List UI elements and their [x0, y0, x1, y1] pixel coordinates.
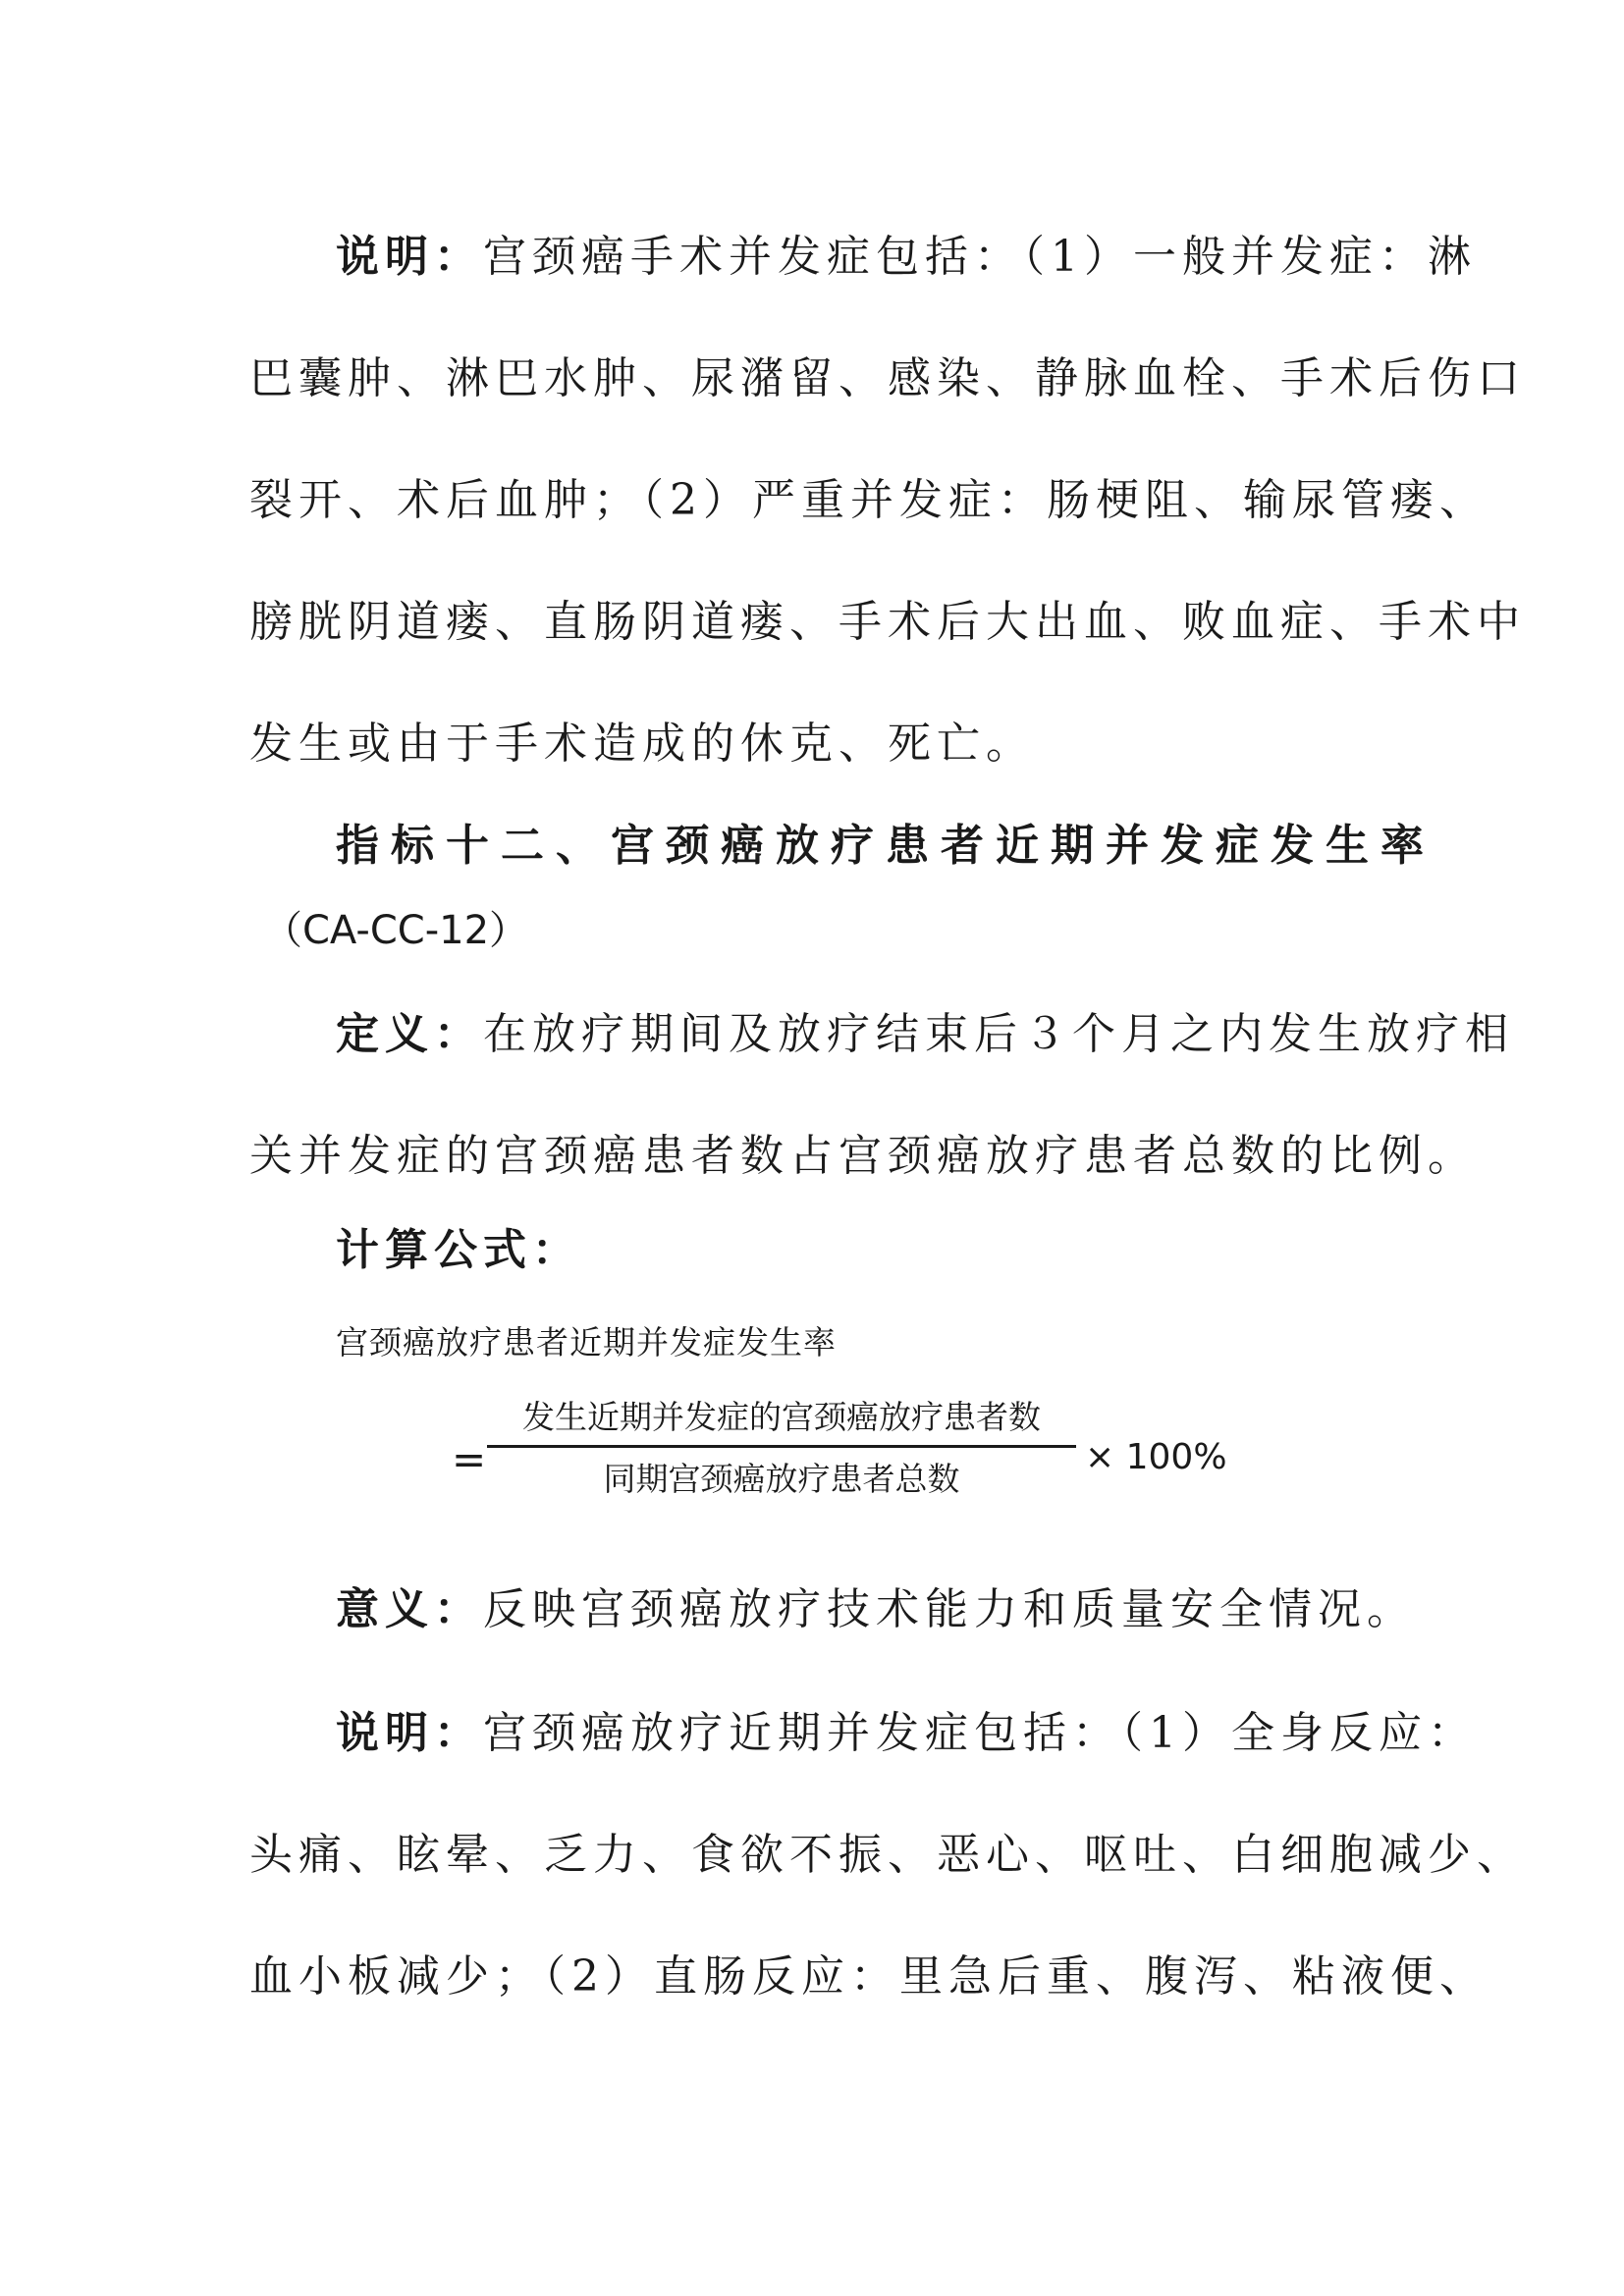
definition-line-2: 关并发症的宫颈癌患者数占宫颈癌放疗患者总数的比例。 — [249, 1131, 1477, 1181]
definition-line-1 — [336, 1009, 1514, 1059]
formula-equals: = — [452, 1435, 487, 1483]
note-text: 宫颈癌手术并发症包括：（1）一般并发症：淋 — [483, 232, 1477, 282]
formula-label: 计算公式： — [336, 1225, 581, 1275]
note-text-2: 宫颈癌放疗近期并发症包括：（1）全身反应： — [483, 1708, 1477, 1758]
note-paragraph-1-line-5: 发生或由于手术造成的休克、死亡。 — [249, 719, 1035, 769]
indicator-code: （CA-CC-12） — [263, 908, 529, 953]
significance-text: 反映宫颈癌放疗技术能力和质量安全情况。 — [483, 1584, 1416, 1634]
formula-fraction — [487, 1394, 1076, 1503]
significance-line — [336, 1584, 1416, 1634]
formula — [452, 1394, 1227, 1531]
significance-label: 意义： — [336, 1584, 483, 1634]
formula-multiplier: × 100% — [1085, 1437, 1227, 1477]
note-paragraph-1-line-1 — [336, 232, 1477, 282]
note-paragraph-2-line-3: 血小板减少；（2）直肠反应：里急后重、腹泻、粘液便、 — [249, 1951, 1489, 2002]
note-paragraph-2-line-1 — [336, 1708, 1477, 1758]
definition-label: 定义： — [336, 1009, 483, 1059]
fraction-bar — [487, 1445, 1076, 1448]
note-paragraph-1-line-4: 膀胱阴道瘘、直肠阴道瘘、手术后大出血、败血症、手术中 — [249, 597, 1526, 647]
note-paragraph-1-line-2: 巴囊肿、淋巴水肿、尿潴留、感染、静脉血栓、手术后伤口 — [249, 353, 1526, 403]
note-paragraph-1-line-3: 裂开、术后血肿；（2）严重并发症：肠梗阻、输尿管瘘、 — [249, 475, 1489, 525]
note-label: 说明： — [336, 232, 483, 282]
definition-text: 在放疗期间及放疗结束后３个月之内发生放疗相 — [483, 1009, 1514, 1059]
formula-denominator: 同期宫颈癌放疗患者总数 — [603, 1460, 960, 1498]
note-label-2: 说明： — [336, 1708, 483, 1758]
formula-name: 宫颈癌放疗患者近期并发症发生率 — [336, 1323, 837, 1362]
formula-numerator: 发生近期并发症的宫颈癌放疗患者数 — [522, 1398, 1041, 1436]
note-paragraph-2-line-2: 头痛、眩晕、乏力、食欲不振、恶心、呕吐、白细胞减少、 — [249, 1830, 1526, 1880]
indicator-heading: 指标十二、宫颈癌放疗患者近期并发症发生率 — [336, 821, 1435, 871]
